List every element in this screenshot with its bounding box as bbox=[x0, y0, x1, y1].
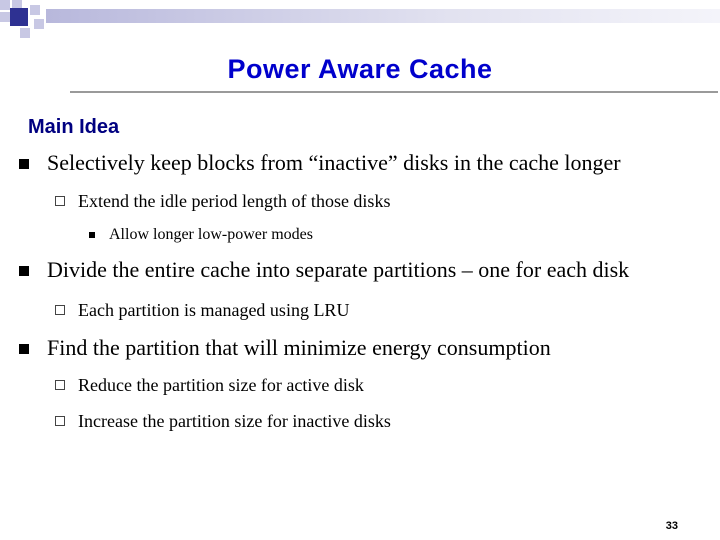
bullet-text: Divide the entire cache into separate partitions – one for each disk bbox=[47, 257, 630, 282]
sub-sub-bullet-marker bbox=[89, 232, 95, 238]
sub-bullet-marker bbox=[55, 416, 65, 426]
page-number: 33 bbox=[665, 520, 678, 532]
sub-bullet-marker bbox=[55, 305, 65, 315]
slide-subtitle: Main Idea bbox=[28, 116, 120, 138]
bullet-marker bbox=[19, 344, 29, 354]
bullet-marker bbox=[19, 266, 29, 276]
sub-bullet-text: Increase the partition size for inactive disks bbox=[78, 411, 391, 431]
bullet-marker bbox=[19, 159, 29, 169]
bullet-text: Selectively keep blocks from “inactive” disks in the cache longer bbox=[47, 150, 621, 175]
slide-title: Power Aware Cache bbox=[227, 54, 493, 84]
bullet-text: Find the partition that will minimize energy consumption bbox=[47, 335, 551, 360]
sub-bullet-text: Extend the idle period length of those disks bbox=[78, 191, 391, 211]
sub-sub-bullet-text: Allow longer low-power modes bbox=[109, 226, 313, 243]
sub-bullet-text: Reduce the partition size for active disk bbox=[78, 375, 364, 395]
sub-bullet-marker bbox=[55, 196, 65, 206]
sub-bullet-marker bbox=[55, 380, 65, 390]
sub-bullet-text: Each partition is managed using LRU bbox=[78, 300, 350, 320]
